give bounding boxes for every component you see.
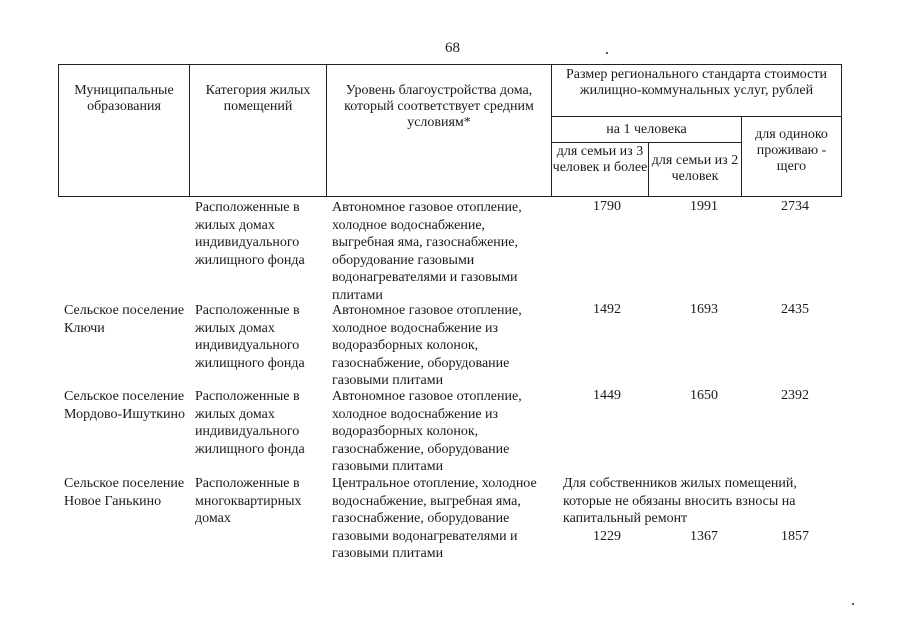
row-3-municipality: Сельское поселение Мордово-Ишуткино: [64, 389, 186, 422]
row-3-category: Расположенные в жилых домах индивидуального жилищного фонда: [195, 389, 305, 457]
header-amenities: Уровень благоустройства дома, который соответствует средним условиям*: [327, 65, 552, 197]
row-2-family-2: 1693: [690, 302, 718, 317]
row-4-municipality: Сельское поселение Новое Ганькино: [64, 476, 185, 509]
header-category: Категория жилых помещений: [190, 65, 327, 197]
row-4-amenities: Центральное отопление, холодное водоснабжение, выгребная яма, газоснабжение, оборудование газовыми водонагревателями и газовыми плитами: [332, 476, 537, 561]
header-table: [58, 64, 842, 197]
scan-speck: [606, 52, 608, 54]
row-2-family-3: 1492: [593, 302, 621, 317]
header-family-3: для семьи из 3 человек и более: [552, 143, 649, 197]
header-single: для одиноко проживаю - щего: [742, 117, 842, 197]
header-per-person: на 1 человека: [552, 117, 742, 143]
row-2-amenities: Автономное газовое отопление, холодное водоснабжение из водоразборных колонок, газоснабжение, оборудование газовыми плитами: [332, 303, 522, 388]
row-4-category: Расположенные в многоквартирных домах: [195, 476, 302, 526]
scan-speck: [852, 603, 854, 605]
row-3-single: 2392: [781, 388, 809, 403]
header-municipality: Муниципальные образования: [59, 65, 190, 197]
row-1-family-2: 1991: [690, 199, 718, 214]
row-3-amenities: Автономное газовое отопление, холодное водоснабжение из водоразборных колонок, газоснабжение, оборудование газовыми плитами: [332, 389, 522, 474]
row-1-single: 2734: [781, 199, 809, 214]
header-standard-size: Размер регионального стандарта стоимости жилищно-коммунальных услуг, рублей: [552, 65, 842, 117]
row-2-single: 2435: [781, 302, 809, 317]
row-2-category: Расположенные в жилых домах индивидуального жилищного фонда: [195, 303, 305, 371]
row-1-category: Расположенные в жилых домах индивидуального жилищного фонда: [195, 200, 305, 268]
row-4-note: Для собственников жилых помещений, которые не обязаны вносить взносы на капитальный ремонт: [563, 476, 797, 526]
row-4-family-2: 1367: [690, 529, 718, 544]
row-4-single: 1857: [781, 529, 809, 544]
row-2-municipality: Сельское поселение Ключи: [64, 303, 185, 336]
page-number: 68: [445, 40, 460, 56]
header-family-2: для семьи из 2 человек: [649, 143, 742, 197]
row-1-family-3: 1790: [593, 199, 621, 214]
row-4-family-3: 1229: [593, 529, 621, 544]
row-3-family-2: 1650: [690, 388, 718, 403]
row-1-amenities: Автономное газовое отопление, холодное водоснабжение, выгребная яма, газоснабжение, оборудование газовыми водонагревателями и газовыми плитами: [332, 200, 522, 303]
row-3-family-3: 1449: [593, 388, 621, 403]
